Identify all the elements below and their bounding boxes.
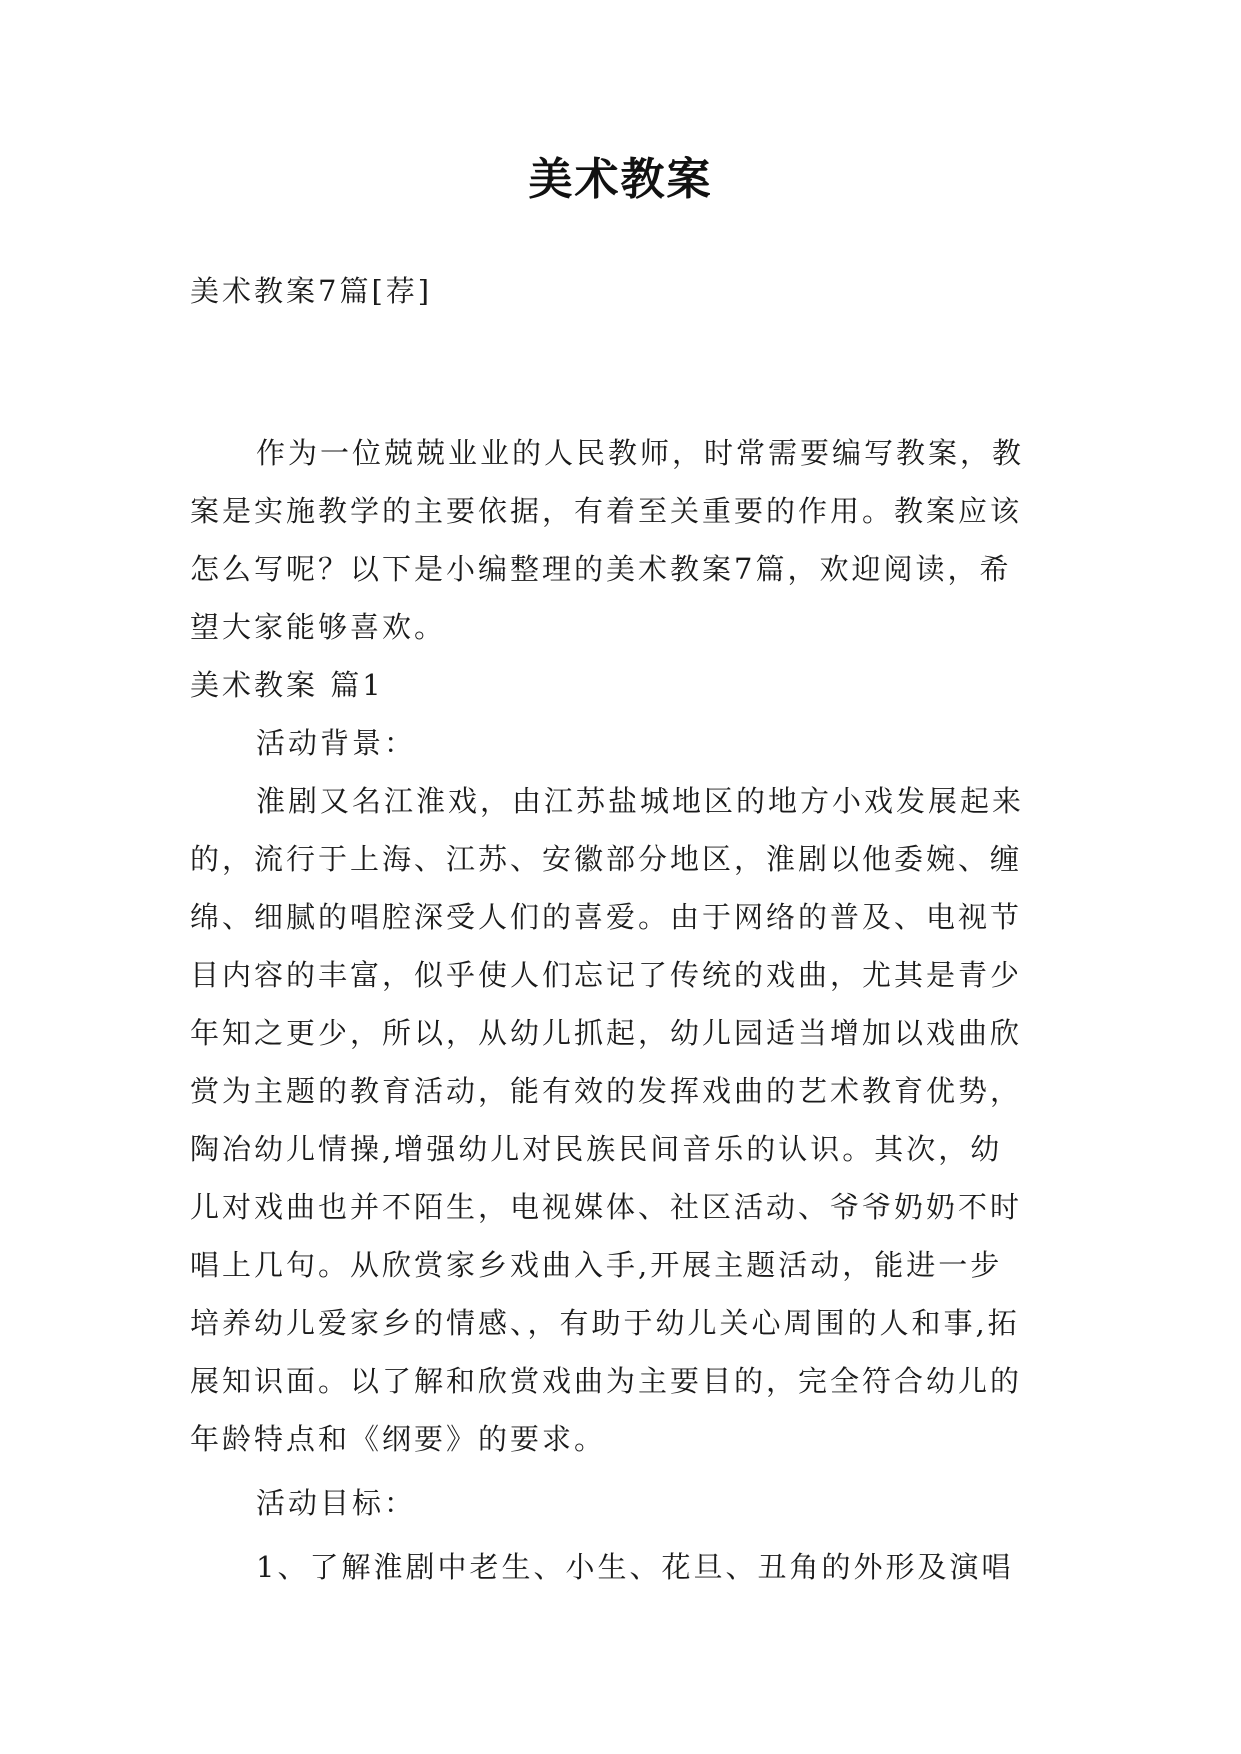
goal-item-1: 1、了解淮剧中老生、小生、花旦、丑角的外形及演唱 [256, 1550, 1014, 1584]
document-title: 美术教案 [528, 154, 713, 205]
goals-heading: 活动目标： [256, 1486, 417, 1520]
paragraph-line: 儿对戏曲也并不陌生，电视媒体、社区活动、爷爷奶奶不时 [190, 1190, 1023, 1224]
intro-paragraph [190, 424, 1056, 656]
paragraph-line: 年知之更少，所以，从幼儿抓起，幼儿园适当增加以戏曲欣 [190, 1016, 1023, 1050]
paragraph-line: 绵、细腻的唱腔深受人们的喜爱。由于网络的普及、电视节 [190, 900, 1023, 934]
section-heading: 美术教案 篇1 [190, 668, 384, 702]
paragraph-line: 赏为主题的教育活动，能有效的发挥戏曲的艺术教育优势， [190, 1074, 1023, 1108]
paragraph-line: 作为一位兢兢业业的人民教师，时常需要编写教案，教 [256, 436, 1025, 470]
paragraph-line: 展知识面。以了解和欣赏戏曲为主要目的，完全符合幼儿的 [190, 1364, 1023, 1398]
background-heading: 活动背景： [256, 726, 417, 760]
paragraph-line: 望大家能够喜欢。 [190, 610, 447, 644]
paragraph-line: 的，流行于上海、江苏、安徽部分地区，淮剧以他委婉、缠 [190, 842, 1023, 876]
paragraph-line: 培养幼儿爱家乡的情感、，有助于幼儿关心周围的人和事,拓 [190, 1306, 1020, 1340]
paragraph-line: 唱上几句。从欣赏家乡戏曲入手,开展主题活动，能进一步 [190, 1248, 1003, 1282]
paragraph-line: 淮剧又名江淮戏，由江苏盐城地区的地方小戏发展起来 [256, 784, 1025, 818]
paragraph-line: 案是实施教学的主要依据，有着至关重要的作用。教案应该 [190, 494, 1023, 528]
background-paragraph [190, 772, 1056, 1468]
document-subtitle: 美术教案7篇[荐] [190, 274, 433, 308]
document-body [190, 262, 1056, 1596]
paragraph-line: 目内容的丰富，似乎使人们忘记了传统的戏曲，尤其是青少 [190, 958, 1023, 992]
paragraph-line: 陶冶幼儿情操,增强幼儿对民族民间音乐的认识。其次，幼 [190, 1132, 1003, 1166]
paragraph-line: 年龄特点和《纲要》的要求。 [190, 1422, 607, 1456]
paragraph-line: 怎么写呢？以下是小编整理的美术教案7篇，欢迎阅读，希 [190, 552, 1012, 586]
